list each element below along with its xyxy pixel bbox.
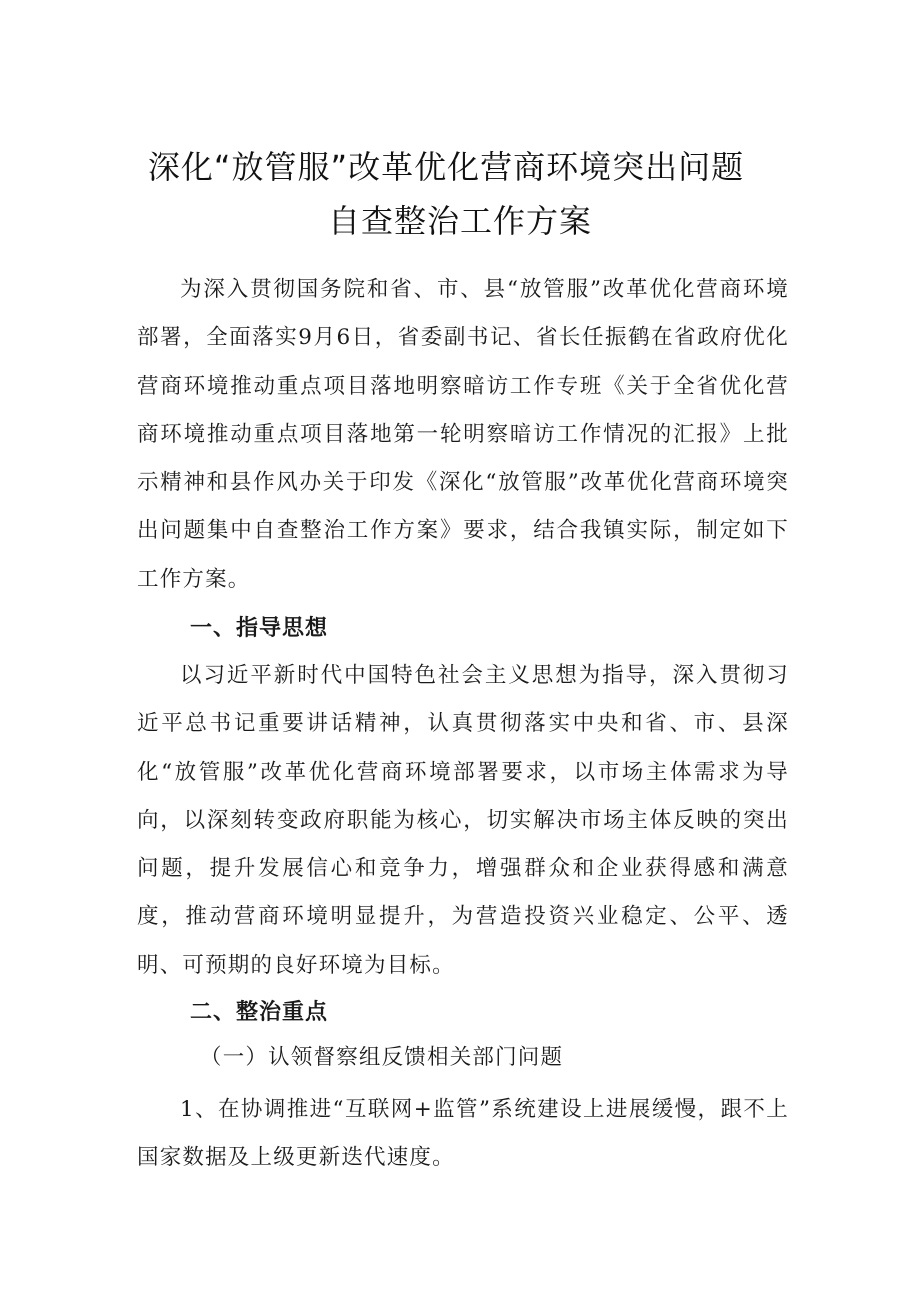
document-title-line-2: 自查整治工作方案 bbox=[327, 202, 592, 240]
list-item-1: 1、在协调推进“互联网+监管”系统建设上进展缓慢，跟不上国家数据及上级更新迭代速度。 bbox=[137, 1097, 789, 1171]
intro-paragraph: 为深入贯彻国务院和省、市、县“放管服”改革优化营商环境部署，全面落实9月6日，省委副书记、省长任振鹤在省政府优化营商环境推动重点项目落地明察暗访工作专班《关于全省优化营商环境推动重点项目落地第一轮明察暗访工作情况的汇报》上批示精神和县作风办关于印发《深化“放管服”改革优化营商环境突出问题集中自查整治工作方案》要求，结合我镇实际，制定如下工作方案。 bbox=[137, 277, 789, 592]
document-title-line-1: 深化“放管服”改革优化营商环境突出问题 bbox=[147, 148, 745, 186]
section-heading-guiding-ideology: 一、指导思想 bbox=[190, 616, 329, 641]
subsection-heading-1: （一）认领督察组反馈相关部门问题 bbox=[200, 1045, 564, 1070]
guiding-ideology-paragraph: 以习近平新时代中国特色社会主义思想为指导，深入贯彻习近平总书记重要讲话精神，认真贯彻落实中央和省、市、县深化“放管服”改革优化营商环境部署要求，以市场主体需求为导向，以深刻转变政府职能为核心，切实解决市场主体反映的突出问题，提升发展信心和竞争力，增强群众和企业获得感和满意度，推动营商环境明显提升，为营造投资兴业稳定、公平、透明、可预期的良好环境为目标。 bbox=[137, 663, 789, 978]
section-heading-rectification-focus: 二、整治重点 bbox=[190, 1000, 329, 1025]
